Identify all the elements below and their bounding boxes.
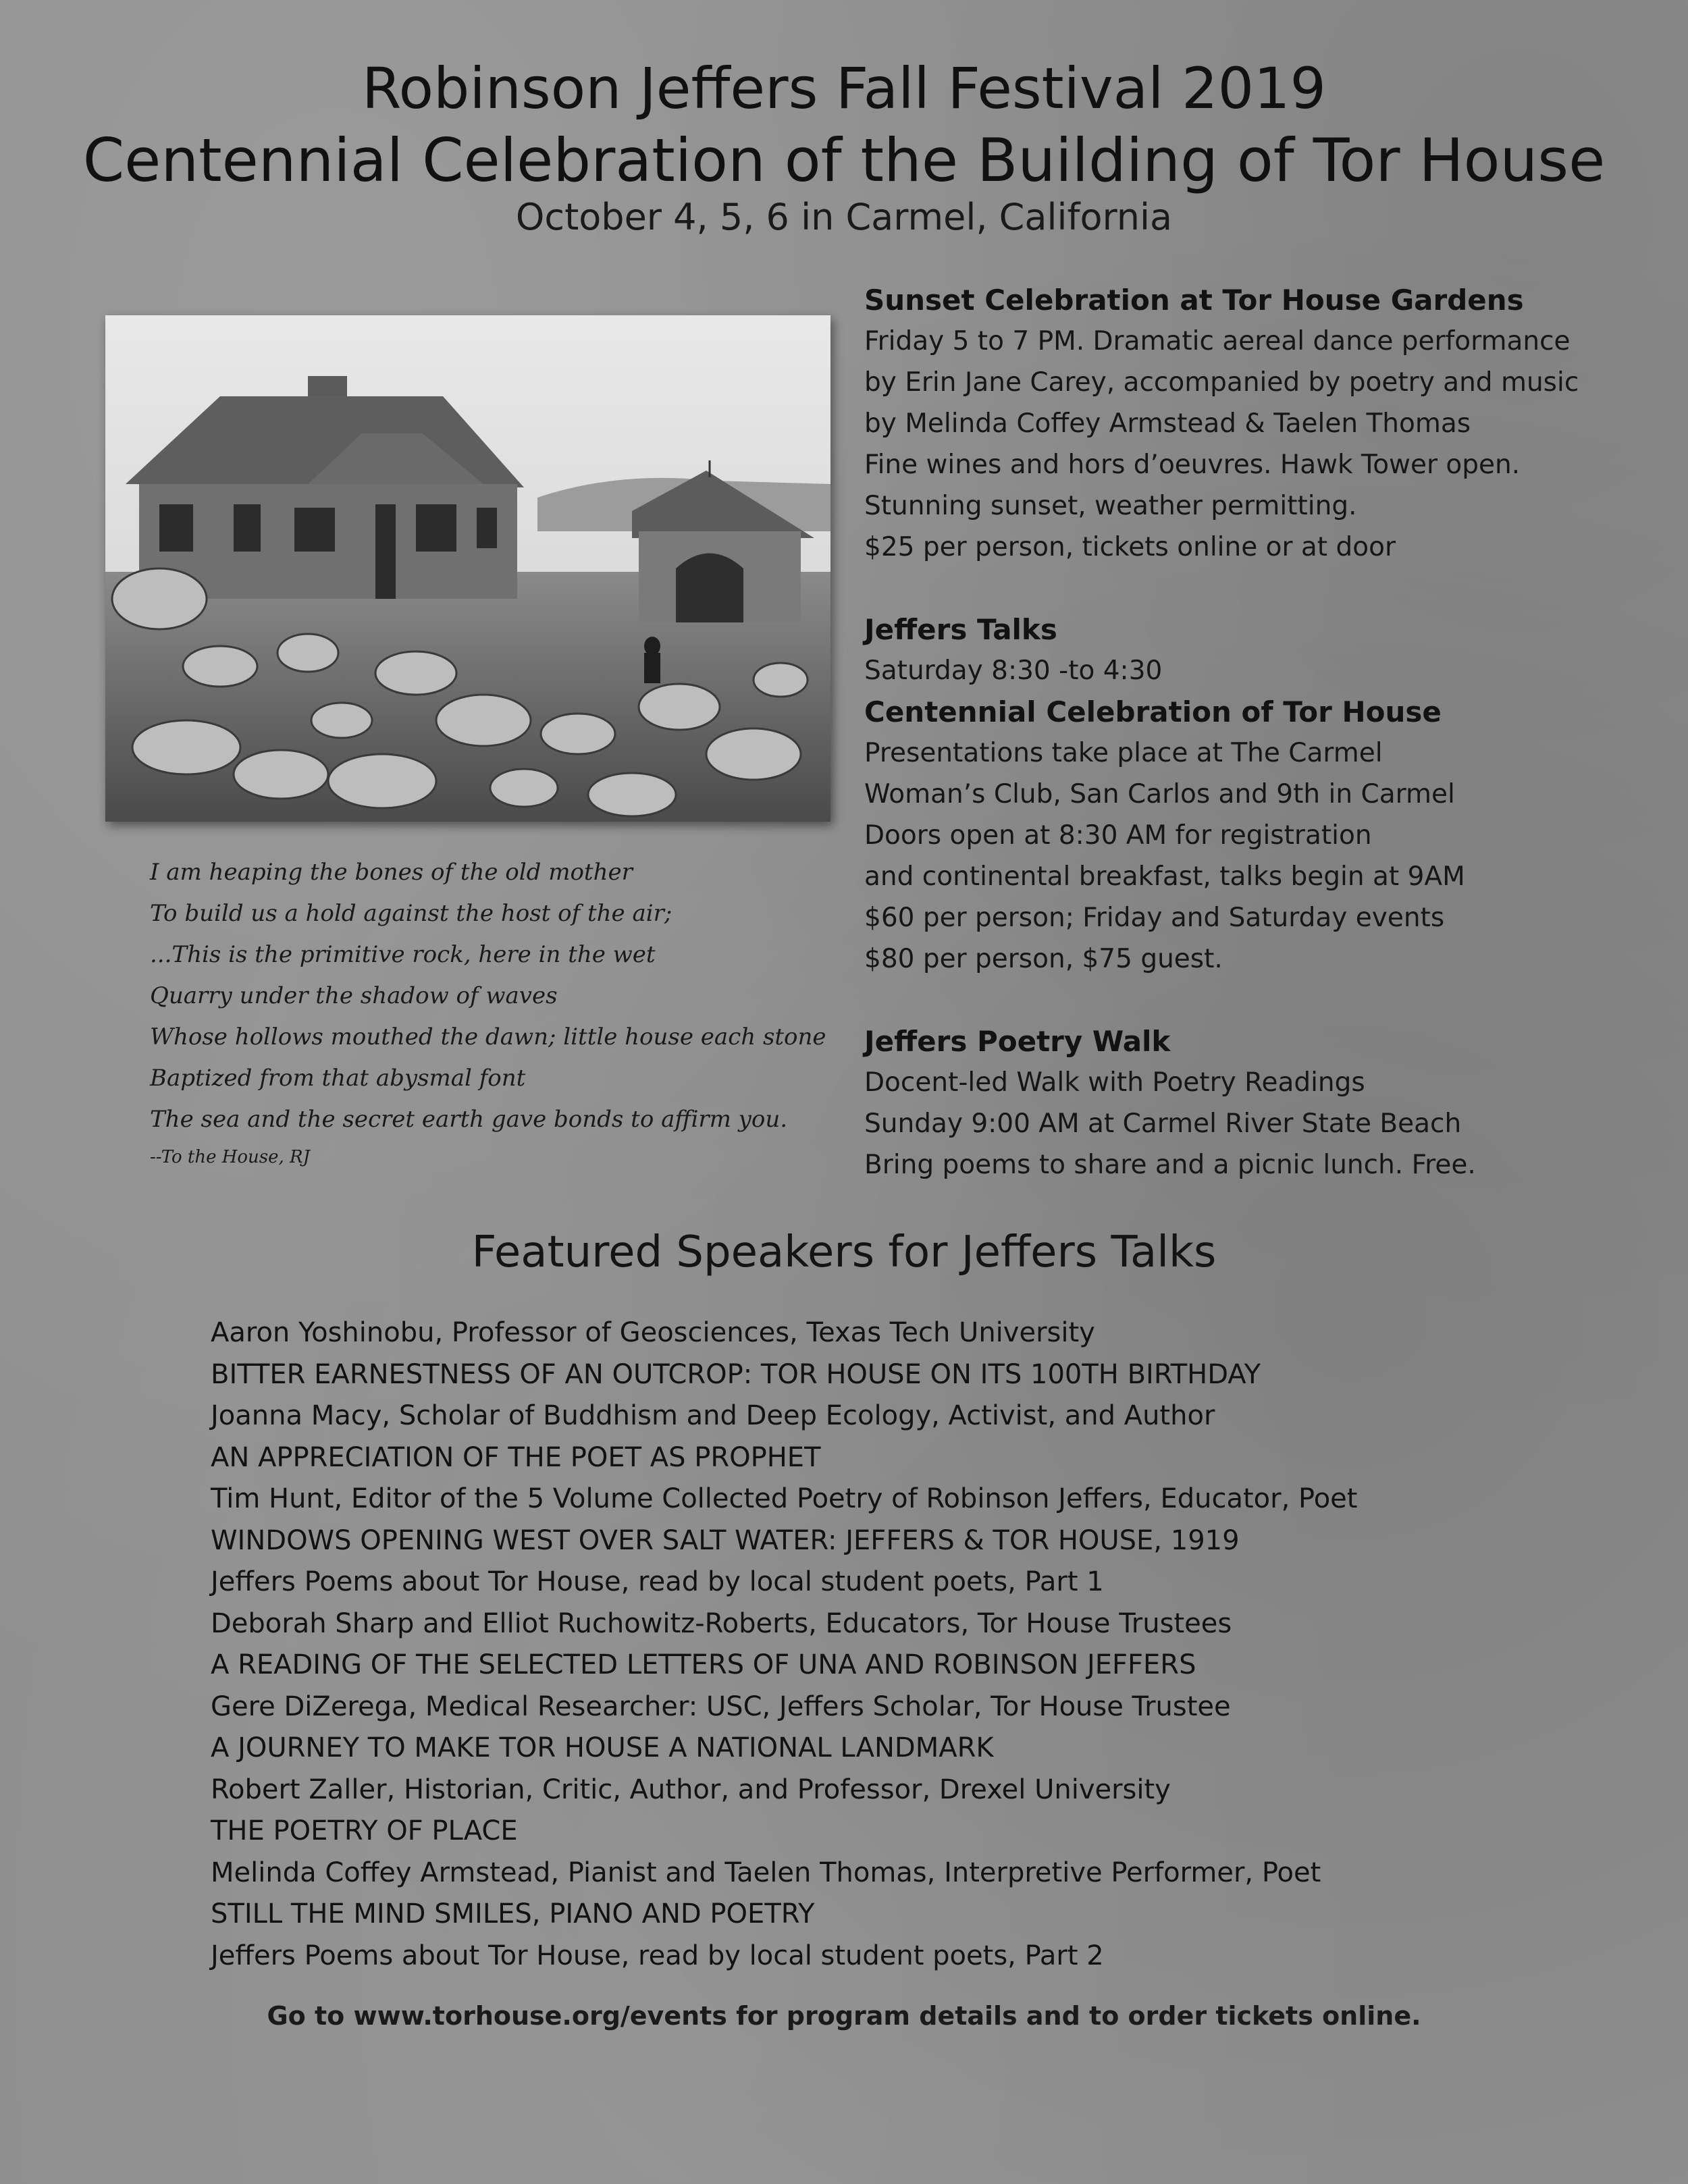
event-detail: Sunday 9:00 AM at Carmel River State Beach [864,1109,1462,1139]
talk-title: A JOURNEY TO MAKE TOR HOUSE A NATIONAL LANDMARK [211,1732,994,1763]
festival-dates: October 4, 5, 6 in Carmel, California [515,196,1173,238]
event-detail: Bring poems to share and a picnic lunch. Free. [864,1150,1476,1180]
talk-title: BITTER EARNESTNESS OF AN OUTCROP: TOR HOUSE ON ITS 100TH BIRTHDAY [211,1358,1261,1390]
poem-line: The sea and the secret earth gave bonds to affirm you. [150,1106,788,1133]
event-detail: by Erin Jane Carey, accompanied by poetry and music [864,367,1579,398]
poem-line: Quarry under the shadow of waves [150,982,558,1009]
event-detail: Presentations take place at The Carmel [864,738,1383,768]
footer-tickets-note: Go to www.torhouse.org/events for program details and to order tickets online. [267,2001,1421,2031]
tor-house-photo [105,315,830,822]
event-detail: Docent-led Walk with Poetry Readings [864,1067,1365,1098]
speaker-line: Joanna Macy, Scholar of Buddhism and Deep Ecology, Activist, and Author [211,1400,1215,1431]
event-detail: Stunning sunset, weather permitting. [864,491,1357,521]
talk-title: STILL THE MIND SMILES, PIANO AND POETRY [211,1898,815,1929]
poem-line: To build us a hold against the host of the air; [150,900,672,927]
speaker-line: Melinda Coffey Armstead, Pianist and Taelen Thomas, Interpretive Performer, Poet [211,1857,1321,1888]
walk-event-title: Jeffers Poetry Walk [864,1025,1171,1058]
events-column [864,279,1661,1186]
festival-title: Robinson Jeffers Fall Festival 2019 [362,55,1326,122]
event-detail: $60 per person; Friday and Saturday events [864,903,1445,933]
centennial-title: Centennial Celebration of the Building of Tor House [82,126,1606,195]
speakers-list [211,1312,1662,1977]
speaker-line: Robert Zaller, Historian, Critic, Author, and Professor, Drexel University [211,1774,1171,1805]
sunset-event-title: Sunset Celebration at Tor House Gardens [864,284,1524,317]
event-detail: Woman’s Club, San Carlos and 9th in Carmel [864,779,1455,809]
poem-line: I am heaping the bones of the old mother [150,859,633,886]
poem-line: ...This is the primitive rock, here in the wet [150,941,656,968]
poem-excerpt [150,852,839,1174]
speakers-heading: Featured Speakers for Jeffers Talks [471,1227,1217,1277]
speaker-line: Gere DiZerega, Medical Researcher: USC, Jeffers Scholar, Tor House Trustee [211,1690,1231,1722]
event-detail: Saturday 8:30 -to 4:30 [864,656,1163,686]
talks-subtitle: Centennial Celebration of Tor House [864,695,1442,728]
event-detail: Fine wines and hors d’oeuvres. Hawk Tower open. [864,450,1521,480]
event-detail: $25 per person, tickets online or at door [864,532,1396,562]
event-detail: Friday 5 to 7 PM. Dramatic aereal dance performance [864,326,1571,356]
event-detail: $80 per person, $75 guest. [864,944,1223,974]
event-detail: Doors open at 8:30 AM for registration [864,820,1372,851]
speaker-line: Jeffers Poems about Tor House, read by local student poets, Part 1 [211,1566,1104,1597]
talks-event-title: Jeffers Talks [864,613,1057,646]
speaker-line: Jeffers Poems about Tor House, read by local student poets, Part 2 [211,1940,1104,1971]
poem-line: Baptized from that abysmal font [150,1065,526,1092]
poem-attribution: --To the House, RJ [150,1147,311,1167]
event-detail: by Melinda Coffey Armstead & Taelen Thomas [864,408,1471,439]
speaker-line: Tim Hunt, Editor of the 5 Volume Collected Poetry of Robinson Jeffers, Educator, Poet [211,1483,1358,1514]
talk-title: A READING OF THE SELECTED LETTERS OF UNA AND ROBINSON JEFFERS [211,1649,1196,1680]
talk-title: AN APPRECIATION OF THE POET AS PROPHET [211,1441,821,1473]
speaker-line: Aaron Yoshinobu, Professor of Geosciences, Texas Tech University [211,1317,1095,1348]
poem-line: Whose hollows mouthed the dawn; little house each stone [150,1023,826,1050]
talk-title: THE POETRY OF PLACE [211,1815,518,1846]
event-detail: and continental breakfast, talks begin at 9AM [864,861,1465,892]
speaker-line: Deborah Sharp and Elliot Ruchowitz-Roberts, Educators, Tor House Trustees [211,1607,1232,1639]
talk-title: WINDOWS OPENING WEST OVER SALT WATER: JEFFERS & TOR HOUSE, 1919 [211,1524,1240,1556]
